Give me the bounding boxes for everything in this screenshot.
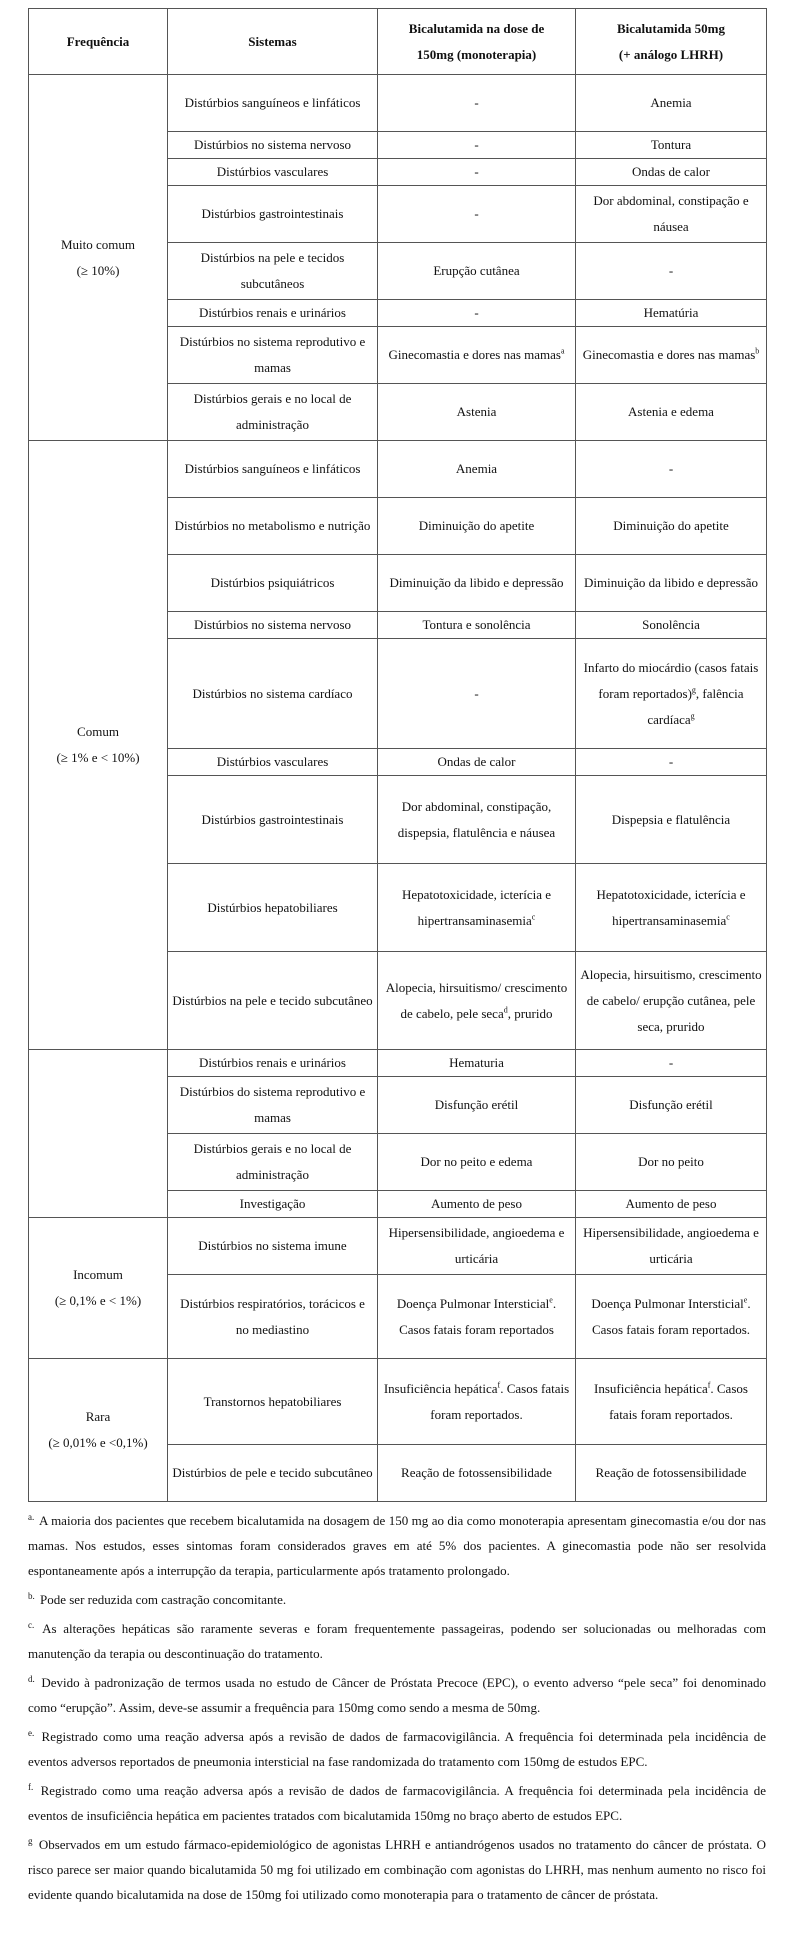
bic50-cell: Reação de fotossensibilidade [576,1445,767,1502]
system-cell: Distúrbios no sistema nervoso [168,132,378,159]
bic50-cell: - [576,749,767,776]
footnote-e: $^{e.}$ Registrado como uma reação adversa após a revisão de dados de farmacovigilância. A frequência foi determinada pela incidência de eventos adversos reportados de pneumonia intersticial na fase randomizada do tratamento com 150mg de estudos EPC. [28,1727,766,1769]
system-cell: Distúrbios gastrointestinais [168,776,378,864]
bic50-cell: Sonolência [576,612,767,639]
footnote-f: $^{f.}$ Registrado como uma reação adversa após a revisão de dados de farmacovigilância. A frequência foi determinada pela incidência de eventos de insuficiência hepática em pacientes tratados com bicalutamida 150mg no braço aberto de estudos EPC. [28,1781,767,1823]
frequency-incomum: Incomum (≥ 0,1% e < 1%) [29,1218,168,1359]
header-bicalutamida-150: Bicalutamida na dose de 150mg (monoterapia) [378,9,576,75]
bic150-cell: Doença Pulmonar Intersticial$^e$. Casos fatais foram reportados [378,1275,576,1359]
system-cell: Transtornos hepatobiliares [168,1359,378,1445]
header-bicalutamida-50: Bicalutamida 50mg (+ análogo LHRH) [576,9,767,75]
bic50-cell: Alopecia, hirsuitismo, crescimento de cabelo/ erupção cutânea, pele seca, prurido [576,952,767,1050]
system-cell: Distúrbios renais e urinários [168,1050,378,1077]
bic150-cell: Ondas de calor [378,749,576,776]
bic50-cell: Hematúria [576,300,767,327]
footnote-ref: b [755,346,760,356]
footnote-ref: c [726,912,730,922]
header-systems: Sistemas [168,9,378,75]
frequency-comum: Comum (≥ 1% e < 10%) [29,441,168,1050]
bic50-cell: Ondas de calor [576,159,767,186]
bic50-cell: Infarto do miocárdio (casos fatais foram reportados)$^g$, falência cardíaca$^g$ [576,639,767,749]
bic50-cell: Astenia e edema [576,384,767,441]
bic150-cell: Erupção cutânea [378,243,576,300]
system-cell: Distúrbios na pele e tecidos subcutâneos [168,243,378,300]
bic50-cell: Ginecomastia e dores nas mamas$^b$ [576,327,767,384]
footnotes [28,1508,766,1907]
bic150-cell: Alopecia, hirsuitismo/ crescimento de cabelo, pele seca$^d$, prurido [378,952,576,1050]
system-cell: Distúrbios vasculares [168,159,378,186]
footnote-ref: f [707,1380,711,1390]
system-cell: Distúrbios no sistema imune [168,1218,378,1275]
system-cell: Distúrbios sanguíneos e linfáticos [168,75,378,132]
bic150-cell: Hepatotoxicidade, icterícia e hipertransaminasemia$^c$ [378,864,576,952]
system-cell: Distúrbios de pele e tecido subcutâneo [168,1445,378,1502]
system-cell: Distúrbios respiratórios, torácicos e no mediastino [168,1275,378,1359]
adverse-reactions-table [28,8,767,1502]
footnote-ref: a [561,346,565,356]
table-row [29,1050,767,1077]
system-cell: Distúrbios no sistema cardíaco [168,639,378,749]
bic150-cell: Ginecomastia e dores nas mamas$^a$ [378,327,576,384]
bic50-cell: - [576,441,767,498]
bic50-cell: Hipersensibilidade, angioedema e urticária [576,1218,767,1275]
system-cell: Distúrbios gerais e no local de administração [168,1134,378,1191]
bic50-cell: Dor abdominal, constipação e náusea [576,186,767,243]
bic50-cell: Diminuição da libido e depressão [576,555,767,612]
footnote-b: $^{b.}$ Pode ser reduzida com castração concomitante. [28,1590,287,1607]
bic150-cell: Insuficiência hepática$^f$. Casos fatais foram reportados. [378,1359,576,1445]
system-cell: Distúrbios do sistema reprodutivo e mamas [168,1077,378,1134]
table-header-row [29,9,767,75]
header-frequency: Frequência [29,9,168,75]
system-cell: Distúrbios gerais e no local de administração [168,384,378,441]
bic150-cell: Tontura e sonolência [378,612,576,639]
system-cell: Distúrbios psiquiátricos [168,555,378,612]
system-cell: Distúrbios no sistema reprodutivo e mamas [168,327,378,384]
system-cell: Distúrbios renais e urinários [168,300,378,327]
bic150-cell: - [378,132,576,159]
bic150-cell: Aumento de peso [378,1191,576,1218]
footnote-ref: d [503,1005,508,1015]
footnote-ref: e [743,1295,748,1305]
system-cell: Investigação [168,1191,378,1218]
bic150-cell: - [378,75,576,132]
system-cell: Distúrbios hepatobiliares [168,864,378,952]
bic50-cell: Dor no peito [576,1134,767,1191]
bic50-cell: Anemia [576,75,767,132]
table-row [29,1359,767,1445]
document-page [28,8,766,1911]
bic150-cell: Disfunção erétil [378,1077,576,1134]
bic150-cell: Anemia [378,441,576,498]
system-cell: Distúrbios gastrointestinais [168,186,378,243]
table-row [29,1218,767,1275]
bic50-cell: Tontura [576,132,767,159]
table-row [29,441,767,498]
footnote-a: $^{a.}$ A maioria dos pacientes que recebem bicalutamida na dosagem de 150 mg ao dia como monoterapia apresentam ginecomastia e/ou dor nas mamas. Nos estudos, esses sintomas foram considerados graves em até 5% dos pacientes. A ginecomastia pode não ser resolvida espontaneamente após a interrupção da terapia, particularmente após tratamento prolongado. [28,1511,766,1578]
bic150-cell: - [378,639,576,749]
bic50-cell: Aumento de peso [576,1191,767,1218]
bic150-cell: Hipersensibilidade, angioedema e urticária [378,1218,576,1275]
system-cell: Distúrbios na pele e tecido subcutâneo [168,952,378,1050]
bic50-cell: Disfunção erétil [576,1077,767,1134]
bic150-cell: Hematuria [378,1050,576,1077]
bic50-cell: Dispepsia e flatulência [576,776,767,864]
system-cell: Distúrbios vasculares [168,749,378,776]
footnote-ref: g [691,685,696,695]
bic150-cell: - [378,300,576,327]
footnote-ref: f [497,1380,501,1390]
bic50-cell: Hepatotoxicidade, icterícia e hipertransaminasemia$^c$ [576,864,767,952]
bic150-cell: Reação de fotossensibilidade [378,1445,576,1502]
bic50-cell: - [576,243,767,300]
table-row [29,75,767,132]
bic150-cell: - [378,186,576,243]
bic150-cell: Diminuição da libido e depressão [378,555,576,612]
bic50-cell: Diminuição do apetite [576,498,767,555]
footnote-ref: c [531,912,536,922]
frequency-rara: Rara (≥ 0,01% e <0,1%) [29,1359,168,1502]
frequency-muito-comum: Muito comum (≥ 10%) [29,75,168,441]
system-cell: Distúrbios no metabolismo e nutrição [168,498,378,555]
frequency-blank-cell [29,1050,168,1218]
system-cell: Distúrbios sanguíneos e linfáticos [168,441,378,498]
bic50-cell: Doença Pulmonar Intersticial$^e$. Casos fatais foram reportados. [576,1275,767,1359]
bic50-cell: - [576,1050,767,1077]
bic150-cell: Diminuição do apetite [378,498,576,555]
bic150-cell: Astenia [378,384,576,441]
bic150-cell: Dor no peito e edema [378,1134,576,1191]
bic150-cell: Dor abdominal, constipação, dispepsia, flatulência e náusea [378,776,576,864]
bic150-cell: - [378,159,576,186]
footnote-d: $^{d.}$ Devido à padronização de termos usada no estudo de Câncer de Próstata Precoce (EPC), o evento adverso “pele seca” foi denominado como “erupção”. Assim, deve-se assumir a frequência para 150mg como sendo a mesma de 50mg. [28,1673,766,1715]
system-cell: Distúrbios no sistema nervoso [168,612,378,639]
bic50-cell: Insuficiência hepática$^f$. Casos fatais foram reportados. [576,1359,767,1445]
footnote-c: $^{c.}$ As alterações hepáticas são raramente severas e foram frequentemente passageiras, podendo ser solucionadas ou melhoradas com manutenção da terapia ou descontinuação do tratamento. [28,1619,766,1661]
footnote-ref: g [690,711,695,721]
footnote-g: $^g$ Observados em um estudo fármaco-epidemiológico de agonistas LHRH e antiandrógenos usados no tratamento do câncer de próstata. O risco parece ser maior quando bicalutamida 50 mg foi utilizado em combinação com agonistas do LHRH, mas nenhum aumento no risco foi evidente quando bicalutamida na dose de 150mg foi utilizado como monoterapia para o tratamento de câncer de próstata. [28,1835,767,1902]
footnote-ref: e [549,1295,553,1305]
